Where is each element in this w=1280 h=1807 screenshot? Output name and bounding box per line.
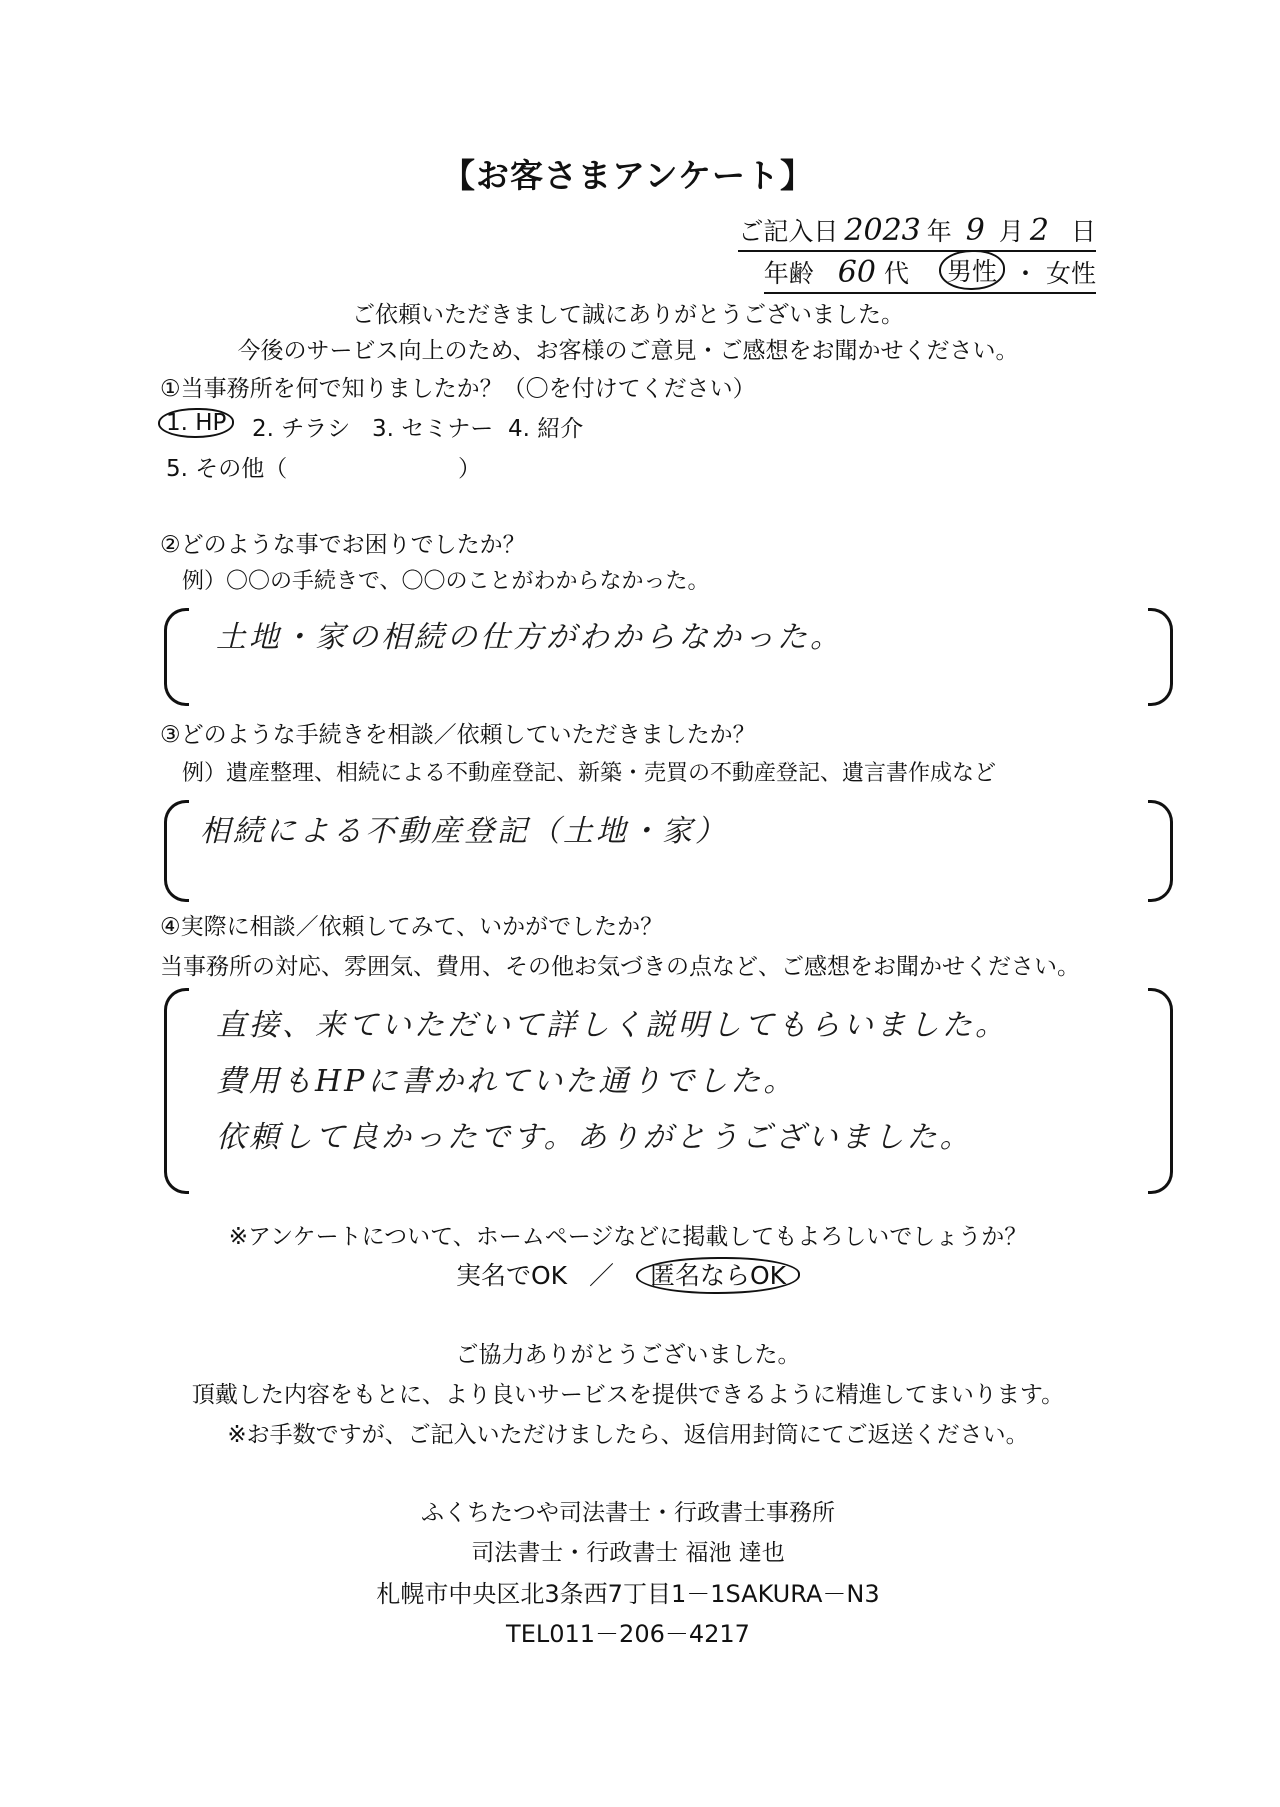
age-label: 年齢	[763, 259, 814, 288]
q1-option-other-close: ）	[458, 456, 481, 482]
publish-options	[0, 1256, 1256, 1292]
gender-female[interactable]: 女性	[1045, 259, 1096, 288]
q2-bracket-left	[164, 608, 189, 706]
age-gender-row	[764, 250, 1096, 294]
q4-answer-line-3[interactable]: 依頼して良かったです。ありがとうございました。	[216, 1120, 973, 1155]
entry-month[interactable]: 9	[965, 213, 985, 248]
closing-line-2: 頂戴した内容をもとに、より良いサービスを提供できるように精進してまいります。	[191, 1382, 1065, 1408]
q4-answer-line-2[interactable]: 費用もHPに書かれていた通りでした。	[216, 1064, 797, 1099]
publish-question: ※アンケートについて、ホームページなどに掲載してもよろしいでしょうか？	[228, 1224, 1028, 1250]
q1-question: ①当事務所を何で知りましたか？（〇を付けてください）	[160, 376, 756, 402]
q3-answer[interactable]: 相続による不動産登記（土地・家）	[200, 814, 728, 849]
q4-example: 当事務所の対応、雰囲気、費用、その他お気づきの点など、ご感想をお聞かせください。	[160, 954, 1080, 980]
q4-bracket-right	[1148, 988, 1173, 1194]
entry-date-label: ご記入日	[738, 217, 839, 246]
publish-anonymous-option-selected[interactable]: 匿名ならOK	[636, 1257, 800, 1294]
q2-answer[interactable]: 土地・家の相続の仕方がわからなかった。	[216, 620, 843, 655]
closing-line-3: ※お手数ですが、ご記入いただけましたら、返信用封筒にてご返送ください。	[227, 1422, 1029, 1448]
gender-male-selected[interactable]: 男性	[939, 250, 1005, 290]
q1-option-hp	[158, 410, 234, 436]
office-name: ふくちたつや司法書士・行政書士事務所	[421, 1500, 835, 1526]
q4-answer-line-1[interactable]: 直接、来ていただいて詳しく説明してもらいました。	[216, 1008, 1008, 1043]
q1-option-flyer[interactable]: 2. チラシ	[252, 416, 351, 442]
entry-day[interactable]: 2	[1029, 213, 1049, 248]
q4-question: ④実際に相談／依頼してみて、いかがでしたか？	[160, 914, 664, 940]
office-address: 札幌市中央区北3条西7丁目1－1SAKURA－N3	[376, 1580, 880, 1608]
entry-date-row	[738, 212, 1096, 252]
q1-option-referral[interactable]: 4. 紹介	[508, 416, 584, 442]
entry-month-unit: 月	[998, 217, 1024, 246]
q2-example: 例）〇〇の手続きで、〇〇のことがわからなかった。	[182, 569, 710, 594]
age-unit: 代	[883, 259, 909, 288]
entry-year-unit: 年	[926, 217, 952, 246]
publish-real-name-option[interactable]: 実名でOK	[455, 1261, 568, 1290]
publish-slash: ／	[588, 1261, 614, 1290]
q1-option-other[interactable]: 5. その他（	[166, 456, 288, 482]
page-title: 【お客さまアンケート】	[441, 156, 815, 195]
gender-separator: ・	[1012, 259, 1038, 288]
q3-question: ③どのような手続きを相談／依頼していただきましたか？	[160, 722, 756, 748]
q1-option-hp-selected[interactable]: 1. HP	[158, 408, 234, 438]
q2-question: ②どのような事でお困りでしたか？	[160, 532, 526, 558]
closing-line-1: ご協力ありがとうございました。	[455, 1342, 801, 1368]
q3-bracket-right	[1148, 800, 1173, 902]
intro-line-2: 今後のサービス向上のため、お客様のご意見・ご感想をお聞かせください。	[237, 338, 1019, 364]
office-tel[interactable]: TEL011－206－4217	[506, 1620, 750, 1648]
age-value[interactable]: 60	[837, 255, 876, 290]
office-representative: 司法書士・行政書士 福池 達也	[471, 1540, 785, 1566]
entry-day-unit: 日	[1070, 217, 1096, 246]
q3-bracket-left	[164, 800, 189, 902]
intro-line-1: ご依頼いただきまして誠にありがとうございました。	[352, 302, 904, 328]
q2-bracket-right	[1148, 608, 1173, 706]
entry-year[interactable]: 2023	[844, 213, 921, 248]
q1-option-seminar[interactable]: 3. セミナー	[372, 416, 494, 442]
q3-example: 例）遺産整理、相続による不動産登記、新築・売買の不動産登記、遺言書作成など	[182, 761, 997, 786]
q4-bracket-left	[164, 988, 189, 1194]
